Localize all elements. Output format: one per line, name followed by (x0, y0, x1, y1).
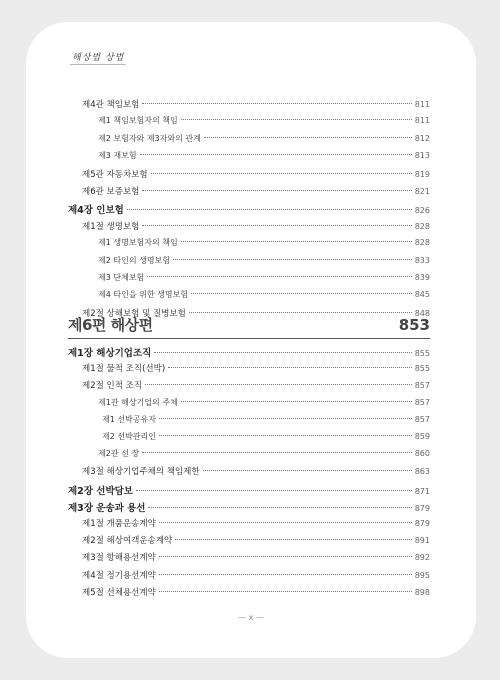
dot-leader (159, 556, 412, 557)
toc-entry-page: 813 (414, 151, 430, 161)
dot-leader (204, 137, 412, 138)
toc-entry-label: 제1절 물적 조직(선박) (82, 364, 166, 375)
toc-entry-label: 제4장 인보험 (68, 205, 124, 217)
toc-entry-label: 제1관 해상기업의 주체 (98, 397, 178, 407)
page-footer: — x — (238, 613, 264, 622)
toc-entry (98, 133, 430, 144)
toc-entry (82, 185, 430, 197)
dot-leader (154, 352, 411, 353)
toc-entry (82, 362, 430, 374)
toc-entry-label: 제5관 자동차보험 (82, 169, 148, 180)
toc-entry-page: 855 (414, 349, 430, 358)
part-title: 제6편 해상편 (68, 316, 153, 334)
toc-entry-label: 제2장 선박담보 (68, 485, 133, 497)
toc-entry (82, 220, 430, 232)
toc-entry-label: 제3 재보험 (98, 151, 137, 161)
toc-entry (98, 448, 430, 459)
toc-entry-label: 제3 단체보험 (98, 273, 145, 282)
toc-entry-label: 제5절 선체용선계약 (82, 587, 156, 598)
toc-entry-page: 848 (414, 308, 430, 318)
toc-entry-label: 제2 타인의 생명보험 (98, 255, 170, 265)
toc-entry (98, 150, 430, 161)
toc-entry-page: 859 (414, 432, 430, 441)
dot-leader (159, 574, 412, 575)
part-page-number: 853 (398, 316, 430, 334)
toc-entry (82, 534, 430, 546)
toc-entry (68, 345, 430, 359)
part-heading (68, 314, 430, 339)
toc-entry-page: 828 (414, 221, 430, 231)
toc-entry (98, 272, 430, 283)
toc-entry-label: 제3절 해상기업주체의 책임제한 (82, 467, 200, 478)
toc-entry-label: 제1절 개품운송계약 (82, 519, 156, 529)
toc-entry (82, 379, 430, 391)
toc-entry-label: 제4관 책임보험 (82, 100, 140, 110)
toc-entry (98, 255, 430, 266)
toc-entry (68, 500, 430, 514)
toc-entry-label: 제2관 선 장 (98, 449, 140, 459)
toc-entry (82, 586, 430, 598)
dot-leader (189, 312, 412, 313)
dot-leader (151, 173, 412, 174)
toc-entry (82, 465, 430, 477)
toc-entry-label: 제3절 항해용선계약 (82, 553, 156, 564)
dot-leader (191, 293, 412, 294)
dot-leader (181, 119, 412, 120)
toc-entry-page: 879 (414, 519, 430, 528)
toc-entry-page: 892 (414, 553, 430, 563)
toc-entry (82, 551, 430, 563)
toc-entry (82, 168, 430, 180)
toc-entry-label: 제1 생명보험자의 책임 (98, 238, 178, 248)
toc-entry-label: 제2절 인적 조직 (82, 381, 143, 392)
toc-entry-page: 826 (414, 206, 430, 216)
toc-entry-label: 제6관 보증보험 (82, 187, 140, 197)
toc-entry (82, 517, 430, 529)
dot-leader (168, 367, 412, 368)
dot-leader (175, 539, 411, 540)
toc-entry (98, 237, 430, 248)
dot-leader (147, 276, 411, 277)
dot-leader (159, 435, 412, 436)
toc-entry-label: 제3장 운송과 용선 (68, 502, 146, 514)
toc-entry-page: 845 (414, 290, 430, 300)
toc-entry-page: 891 (414, 536, 430, 546)
toc-entry-label: 제2 선박관리인 (102, 432, 157, 441)
toc-entry-page: 821 (414, 187, 430, 196)
toc-entry-page: 811 (414, 100, 430, 109)
toc-entry (82, 569, 430, 581)
dot-leader (142, 225, 411, 226)
toc-entry-page: 839 (414, 273, 430, 282)
toc-entry-page: 833 (414, 255, 430, 265)
dot-leader (173, 259, 412, 260)
toc-entry (102, 414, 430, 425)
running-header: 해상법 상법 (70, 50, 126, 65)
dot-leader (159, 418, 412, 419)
toc-entry-label: 제1장 해상기업조직 (68, 348, 152, 359)
toc-entry (82, 98, 430, 110)
toc-entry-page: 860 (414, 449, 430, 459)
toc-entry (98, 397, 430, 408)
toc-entry-page: 857 (414, 381, 430, 391)
toc-entry-page: 871 (414, 486, 430, 496)
toc-entry-page: 863 (414, 467, 430, 477)
dot-leader (142, 190, 411, 191)
dot-leader (136, 490, 412, 491)
toc-entry-page: 828 (414, 238, 430, 248)
dot-leader (181, 241, 412, 242)
toc-entry-page: 855 (414, 364, 430, 374)
toc-entry-page: 857 (414, 414, 430, 424)
dot-leader (181, 401, 412, 402)
toc-entry-page: 857 (414, 397, 430, 407)
toc-entry (102, 431, 430, 442)
dot-leader (159, 522, 412, 523)
toc-entry-page: 898 (414, 587, 430, 597)
toc-entry-page: 812 (414, 133, 430, 143)
toc-entry-page: 819 (414, 169, 430, 179)
toc-entry-page: 895 (414, 570, 430, 580)
toc-entry-label: 제1절 생명보험 (82, 221, 140, 232)
book-page (26, 22, 476, 658)
toc-entry-page: 811 (414, 116, 430, 126)
dot-leader (142, 103, 411, 104)
dot-leader (142, 452, 412, 453)
toc-entry-label: 제1 선박공유자 (102, 414, 157, 424)
toc-entry-label: 제4절 정기용선계약 (82, 570, 156, 581)
dot-leader (148, 507, 411, 508)
toc-entry (98, 115, 430, 126)
toc-entry (68, 202, 430, 216)
toc-entry-page: 879 (414, 503, 430, 513)
dot-leader (127, 209, 412, 210)
toc-entry-label: 제1 책임보험자의 책임 (98, 116, 178, 126)
toc-entry-label: 제4 타인을 위한 생명보험 (98, 290, 188, 300)
toc-entry-label: 제2절 해상여객운송계약 (82, 536, 173, 547)
dot-leader (203, 470, 412, 471)
toc-entry-label: 제2절 상해보험 및 질병보험 (82, 308, 186, 319)
toc-entry (98, 289, 430, 300)
dot-leader (159, 591, 412, 592)
dot-leader (145, 384, 412, 385)
toc-entry (68, 483, 430, 497)
toc-entry-label: 제2 보험자와 제3자와의 관계 (98, 133, 201, 143)
dot-leader (140, 154, 412, 155)
